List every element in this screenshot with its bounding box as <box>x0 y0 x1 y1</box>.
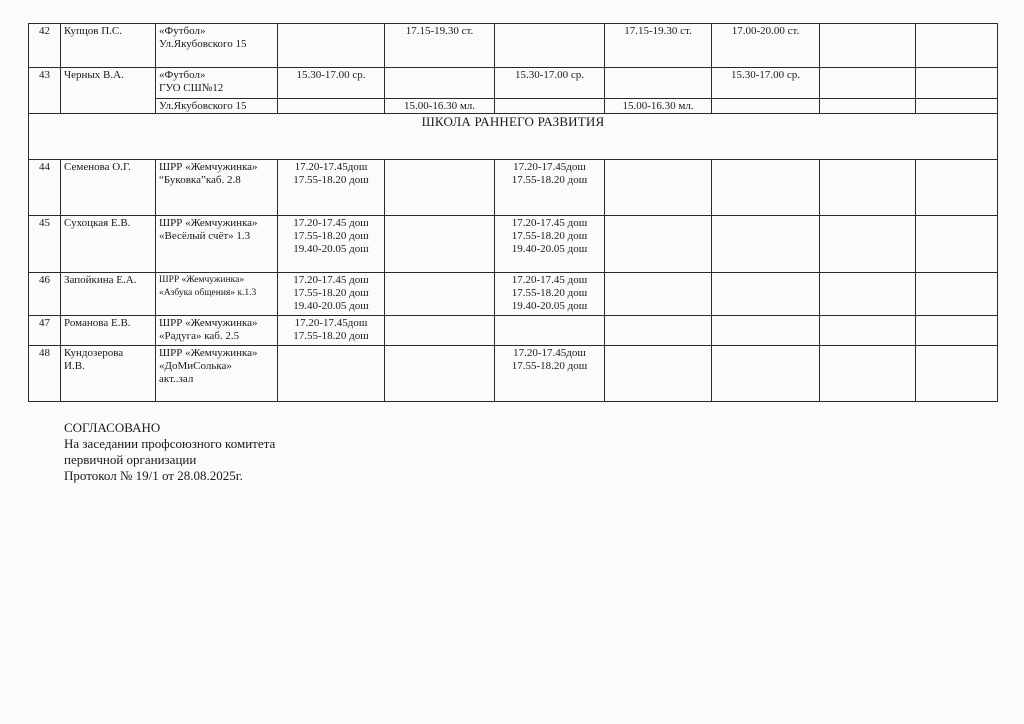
approval-line: На заседании профсоюзного комитета <box>64 436 276 451</box>
schedule-cell <box>605 24 712 68</box>
schedule-cell <box>495 99 605 114</box>
club-line: ШРР «Жемчужинка» <box>159 161 258 173</box>
schedule-cell <box>278 316 385 346</box>
schedule-cell <box>916 99 998 114</box>
club-line: «Футбол» <box>159 69 206 81</box>
time-slot: 17.55-18.20 дош <box>511 174 588 186</box>
schedule-cell <box>385 68 495 99</box>
club-line: “Буковка”каб. 2.8 <box>159 174 241 186</box>
teacher-name <box>61 316 156 346</box>
schedule-cell <box>495 24 605 68</box>
teacher-line: Семенова О.Г. <box>64 161 131 173</box>
schedule-cell <box>916 273 998 316</box>
schedule-cell <box>605 160 712 216</box>
table-row <box>29 160 998 216</box>
time-slot: 15.00-16.30 мл. <box>622 100 694 112</box>
time-slot: 17.20-17.45 дош <box>511 274 588 286</box>
schedule-cell <box>916 68 998 99</box>
schedule-cell <box>385 316 495 346</box>
schedule-cell <box>820 273 916 316</box>
schedule-cell <box>605 99 712 114</box>
time-slot: 17.20-17.45 дош <box>511 217 588 229</box>
teacher-line: Сухоцкая Е.В. <box>64 217 131 229</box>
approval-protocol: Протокол № 19/1 от 28.08.2025г. <box>64 468 243 483</box>
schedule-cell <box>916 160 998 216</box>
time-slot: 17.55-18.20 дош <box>293 230 369 242</box>
time-slot: 17.20-17.45дош <box>513 161 586 173</box>
schedule-cell <box>605 68 712 99</box>
schedule-cell <box>820 68 916 99</box>
club-line: «Футбол» <box>159 25 206 37</box>
club-line: ШРР «Жемчужинка» <box>159 275 245 285</box>
table-row <box>29 99 998 114</box>
time-slot: 17.55-18.20 дош <box>293 330 369 342</box>
table-row <box>29 24 998 68</box>
time-slot: 17.55-18.20 дош <box>511 287 588 299</box>
time-slot: 17.20-17.45дош <box>294 317 368 329</box>
teacher-name <box>61 273 156 316</box>
time-slot: 15.30-17.00 ср. <box>514 69 585 81</box>
schedule-cell <box>820 160 916 216</box>
schedule-cell <box>385 346 495 402</box>
schedule-cell <box>495 316 605 346</box>
schedule-cell <box>820 24 916 68</box>
schedule-cell <box>712 24 820 68</box>
club-cell <box>156 24 278 68</box>
schedule-cell <box>820 99 916 114</box>
time-slot: 17.55-18.20 дош <box>293 174 369 186</box>
time-slot: 17.00-20.00 ст. <box>731 25 800 37</box>
schedule-cell <box>278 216 385 273</box>
schedule-cell <box>712 160 820 216</box>
time-slot: 17.55-18.20 дош <box>511 230 588 242</box>
time-slot: 19.40-20.05 дош <box>293 243 369 255</box>
schedule-cell <box>605 216 712 273</box>
club-line: «Весёлый счёт» 1.3 <box>159 230 251 242</box>
schedule-cell <box>278 68 385 99</box>
club-line: ШРР «Жемчужинка» <box>159 217 258 229</box>
schedule-cell <box>495 273 605 316</box>
club-cell: Ул.Якубовского 15 <box>156 99 278 114</box>
table-row <box>29 216 998 273</box>
teacher-name <box>61 160 156 216</box>
schedule-cell <box>916 24 998 68</box>
time-slot: 15.30-17.00 ср. <box>296 69 366 81</box>
teacher-name: Купцов П.С. <box>61 24 156 68</box>
schedule-cell <box>278 99 385 114</box>
time-slot: 17.20-17.45 дош <box>293 217 369 229</box>
row-number: 46 <box>29 273 61 316</box>
schedule-cell <box>495 160 605 216</box>
club-line: ШРР «Жемчужинка» <box>159 347 258 359</box>
row-number: 48 <box>29 346 61 402</box>
schedule-cell <box>820 216 916 273</box>
schedule-cell <box>495 68 605 99</box>
schedule-cell <box>278 273 385 316</box>
schedule-cell <box>712 68 820 99</box>
schedule-cell <box>278 346 385 402</box>
time-slot: 17.55-18.20 дош <box>511 360 588 372</box>
schedule-cell <box>385 216 495 273</box>
table-row <box>29 316 998 346</box>
schedule-cell <box>820 346 916 402</box>
schedule-cell <box>385 160 495 216</box>
time-slot: 19.40-20.05 дош <box>511 243 588 255</box>
teacher-line: Кундозерова <box>64 347 124 359</box>
schedule-cell <box>820 316 916 346</box>
teacher-line: Запойкина Е.А. <box>64 274 137 286</box>
schedule-cell <box>605 273 712 316</box>
time-slot: 17.20-17.45дош <box>513 347 586 359</box>
teacher-line: Романова Е.В. <box>64 317 131 329</box>
schedule-cell <box>916 316 998 346</box>
time-slot: 17.20-17.45дош <box>294 161 368 173</box>
club-cell <box>156 160 278 216</box>
club-line: ШРР «Жемчужинка» <box>159 317 258 329</box>
schedule-cell <box>916 216 998 273</box>
schedule-cell <box>605 346 712 402</box>
teacher-name <box>61 216 156 273</box>
row-number: 44 <box>29 160 61 216</box>
row-number: 47 <box>29 316 61 346</box>
club-cell <box>156 216 278 273</box>
schedule-cell <box>605 316 712 346</box>
teacher-name: Черных В.А. <box>61 68 156 114</box>
approval-block <box>64 420 275 484</box>
time-slot: 17.15-19.30 ст. <box>624 25 692 37</box>
schedule-cell <box>385 24 495 68</box>
schedule-cell <box>916 346 998 402</box>
table-row <box>29 68 998 99</box>
club-cell <box>156 273 278 316</box>
schedule-cell <box>385 273 495 316</box>
approval-line: первичной организации <box>64 452 197 467</box>
club-cell <box>156 68 278 99</box>
club-cell <box>156 316 278 346</box>
row-number: 42 <box>29 24 61 68</box>
teacher-name <box>61 346 156 402</box>
schedule-cell <box>712 346 820 402</box>
club-line: «Азбука общения» к.1.3 <box>159 288 257 298</box>
schedule-cell <box>712 273 820 316</box>
club-cell <box>156 346 278 402</box>
table-row <box>29 346 998 402</box>
time-slot: 19.40-20.05 дош <box>511 300 588 312</box>
table-row <box>29 273 998 316</box>
schedule-cell <box>385 99 495 114</box>
schedule-table <box>28 23 998 402</box>
approval-heading: СОГЛАСОВАНО <box>64 420 161 435</box>
time-slot: 19.40-20.05 дош <box>293 300 369 312</box>
teacher-line: И.В. <box>64 360 85 372</box>
club-line: ГУО СШ№12 <box>159 82 224 94</box>
table-row <box>29 114 998 160</box>
time-slot: 17.20-17.45 дош <box>293 274 369 286</box>
section-title: ШКОЛА РАННЕГО РАЗВИТИЯ <box>29 114 998 160</box>
schedule-cell <box>278 160 385 216</box>
schedule-cell <box>712 316 820 346</box>
time-slot: 15.30-17.00 ср. <box>730 69 801 81</box>
time-slot: 17.15-19.30 ст. <box>405 25 474 37</box>
row-number: 45 <box>29 216 61 273</box>
schedule-cell <box>712 216 820 273</box>
schedule-cell <box>495 216 605 273</box>
club-line: Ул.Якубовского 15 <box>159 38 247 50</box>
club-line: «Радуга» каб. 2.5 <box>159 330 240 342</box>
schedule-cell <box>712 99 820 114</box>
club-line: «ДоМиСолька» <box>159 360 232 372</box>
schedule-cell <box>495 346 605 402</box>
club-line: акт..зал <box>159 373 194 385</box>
row-number: 43 <box>29 68 61 114</box>
time-slot: 17.55-18.20 дош <box>293 287 369 299</box>
schedule-cell <box>278 24 385 68</box>
time-slot: 15.00-16.30 мл. <box>403 100 476 112</box>
